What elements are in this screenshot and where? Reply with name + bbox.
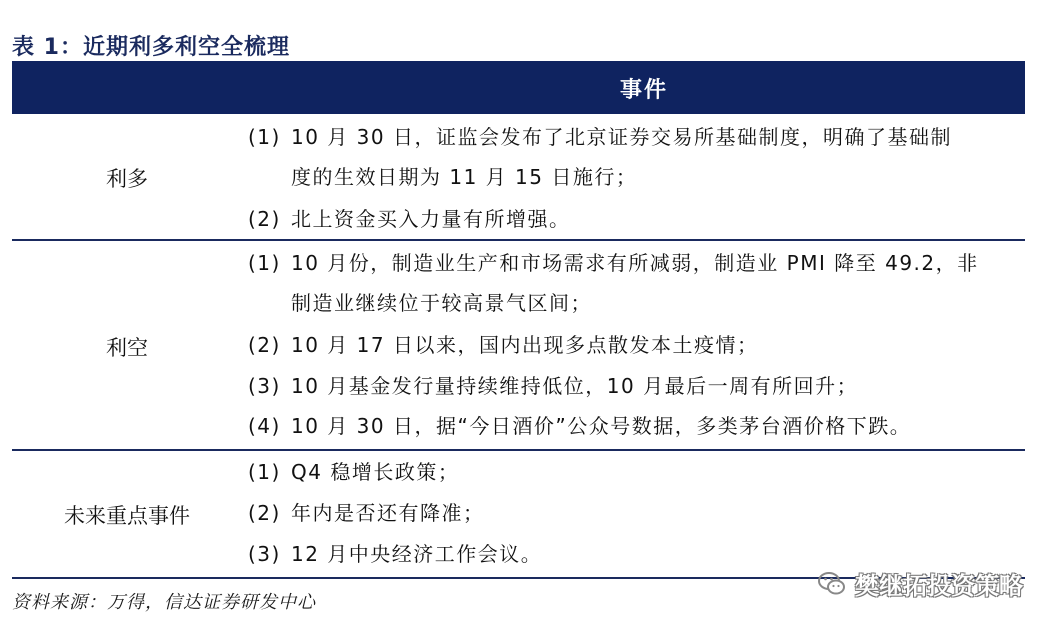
row-divider: [12, 449, 1025, 451]
table-title: 表 1：近期利多利空全梳理: [12, 35, 290, 60]
item-text-line: 10 月基金发行量持续维持低位，10 月最后一周有所回升；: [291, 374, 859, 398]
item-text-line: 12 月中央经济工作会议。: [291, 542, 543, 566]
watermark: [817, 566, 1023, 601]
item-text-line: 10 月 30 日，证监会发布了北京证券交易所基础制度，明确了基础制: [291, 125, 952, 149]
table-header: [12, 61, 1025, 114]
item-text-line: 10 月 17 日以来，国内出现多点散发本土疫情；: [291, 333, 759, 357]
item-text-line: 制造业继续位于较高景气区间；: [291, 291, 592, 315]
watermark-text: 樊继拓投资策略: [855, 572, 1023, 600]
item-number: (2): [248, 501, 281, 525]
item-number: (2): [248, 333, 281, 357]
item-number: (1): [248, 251, 281, 275]
row-divider: [12, 239, 1025, 241]
item-number: (4): [248, 414, 281, 438]
wechat-icon: [817, 569, 847, 599]
item-number: (1): [248, 460, 281, 484]
item-number: (3): [248, 542, 281, 566]
header-label-event: 事件: [620, 78, 669, 103]
item-text-line: 年内是否还有降准；: [291, 501, 485, 525]
item-text-line: 度的生效日期为 11 月 15 日施行；: [291, 165, 638, 189]
category-label-bullish: 利多: [106, 167, 148, 191]
item-number: (3): [248, 374, 281, 398]
category-label-bearish: 利空: [106, 336, 148, 360]
item-text-line: 10 月份，制造业生产和市场需求有所减弱，制造业 PMI 降至 49.2，非: [291, 251, 979, 275]
category-label-upcoming: 未来重点事件: [64, 504, 190, 528]
source-note: 资料来源：万得，信达证券研发中心: [12, 592, 316, 613]
item-text-line: Q4 稳增长政策；: [291, 460, 460, 484]
item-text-line: 10 月 30 日，据“今日酒价”公众号数据，多类茅台酒价格下跌。: [291, 414, 912, 438]
item-number: (2): [248, 207, 281, 231]
item-number: (1): [248, 125, 281, 149]
item-text-line: 北上资金买入力量有所增强。: [291, 207, 571, 231]
